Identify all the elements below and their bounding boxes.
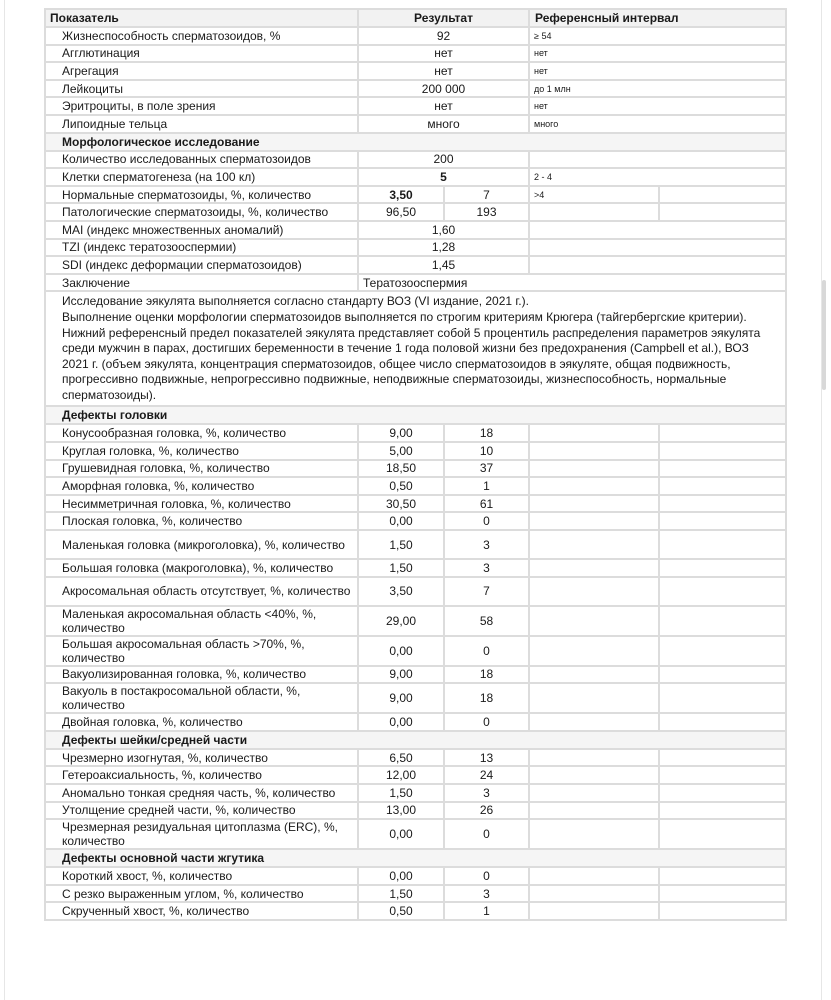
table-row bbox=[45, 666, 786, 684]
percent-value: 6,50 bbox=[358, 749, 444, 767]
section-title: Дефекты основной части жгутика bbox=[45, 849, 786, 867]
note-line: Нижний референсный предел показателей эякулята представляет собой 5 процентиль распределения параметров эякулята среди мужчин в парах, достигших беременности в течение 1 года половой жизни без предохранения (Campbell et al.), ВОЗ 2021 г. (объем эякулята, концентрация сперматозоидов, общее число сперматозоидов в эякуляте, общая подвижность, прогрессивно подвижные, непрогрессивно подвижные, неподвижные сперматозоиды, жизнеспособность, нормальные сперматозоиды). bbox=[62, 325, 761, 402]
result-value: 1,28 bbox=[358, 239, 529, 257]
section-title: Дефекты шейки/средней части bbox=[45, 731, 786, 749]
table-row bbox=[45, 902, 786, 920]
empty-cell bbox=[659, 885, 786, 903]
percent-value: 9,00 bbox=[358, 666, 444, 684]
indicator-label: С резко выраженным углом, %, количество bbox=[45, 885, 358, 903]
reference-value bbox=[529, 802, 659, 820]
indicator-label: Лейкоциты bbox=[45, 80, 358, 98]
reference-value bbox=[529, 495, 659, 513]
count-value: 37 bbox=[444, 460, 529, 478]
reference-value: много bbox=[529, 115, 786, 133]
indicator-label: Маленькая акросомальная область <40%, %, количество bbox=[45, 606, 358, 636]
empty-cell bbox=[659, 186, 786, 204]
section-title: Морфологическое исследование bbox=[45, 133, 786, 151]
table-row bbox=[45, 713, 786, 731]
empty-cell bbox=[659, 683, 786, 713]
indicator-label: Большая акросомальная область >70%, %, количество bbox=[45, 636, 358, 666]
indicator-label: Конусообразная головка, %, количество bbox=[45, 424, 358, 442]
reference-value: до 1 млн bbox=[529, 80, 786, 98]
count-value: 18 bbox=[444, 666, 529, 684]
reference-value bbox=[529, 885, 659, 903]
count-value: 1 bbox=[444, 477, 529, 495]
table-row bbox=[45, 530, 786, 559]
indicator-label: Грушевидная головка, %, количество bbox=[45, 460, 358, 478]
count-value: 3 bbox=[444, 530, 529, 559]
count-value: 26 bbox=[444, 802, 529, 820]
count-value: 3 bbox=[444, 784, 529, 802]
empty-cell bbox=[659, 902, 786, 920]
percent-value: 0,00 bbox=[358, 867, 444, 885]
percent-value: 9,00 bbox=[358, 424, 444, 442]
indicator-label: Количество исследованных сперматозоидов bbox=[45, 151, 358, 169]
header-reference: Референсный интервал bbox=[529, 9, 786, 27]
reference-value: нет bbox=[529, 97, 786, 115]
empty-cell bbox=[659, 577, 786, 606]
reference-value bbox=[529, 512, 659, 530]
percent-value: 1,50 bbox=[358, 784, 444, 802]
percent-value: 3,50 bbox=[358, 577, 444, 606]
indicator-label: Вакуоль в постакросомальной области, %, количество bbox=[45, 683, 358, 713]
reference-value bbox=[529, 749, 659, 767]
reference-value bbox=[529, 203, 659, 221]
count-value: 0 bbox=[444, 636, 529, 666]
reference-value bbox=[529, 683, 659, 713]
section-header bbox=[45, 731, 786, 749]
result-value: нет bbox=[358, 45, 529, 63]
table-row bbox=[45, 274, 786, 292]
table-header bbox=[45, 9, 786, 27]
reference-value bbox=[529, 606, 659, 636]
reference-value bbox=[529, 559, 659, 577]
count-value: 10 bbox=[444, 442, 529, 460]
empty-cell bbox=[659, 559, 786, 577]
indicator-label: Двойная головка, %, количество bbox=[45, 713, 358, 731]
indicator-label: Скрученный хвост, %, количество bbox=[45, 902, 358, 920]
result-value: 200 bbox=[358, 151, 529, 169]
results-table bbox=[44, 8, 787, 921]
reference-value bbox=[529, 902, 659, 920]
percent-value: 0,50 bbox=[358, 477, 444, 495]
indicator-label: Агрегация bbox=[45, 62, 358, 80]
count-value: 58 bbox=[444, 606, 529, 636]
empty-cell bbox=[659, 203, 786, 221]
count-value: 0 bbox=[444, 713, 529, 731]
count-value: 18 bbox=[444, 683, 529, 713]
indicator-label: Несимметричная головка, %, количество bbox=[45, 495, 358, 513]
percent-value: 12,00 bbox=[358, 766, 444, 784]
indicator-label: Чрезмерная резидуальная цитоплазма (ERC), %, количество bbox=[45, 819, 358, 849]
percent-value: 5,00 bbox=[358, 442, 444, 460]
reference-value: >4 bbox=[529, 186, 659, 204]
table-row bbox=[45, 577, 786, 606]
indicator-label: Короткий хвост, %, количество bbox=[45, 867, 358, 885]
table-row bbox=[45, 186, 786, 204]
count-value: 0 bbox=[444, 819, 529, 849]
reference-value: нет bbox=[529, 62, 786, 80]
reference-value bbox=[529, 221, 786, 239]
reference-value bbox=[529, 766, 659, 784]
percent-value: 0,00 bbox=[358, 819, 444, 849]
table-row bbox=[45, 683, 786, 713]
indicator-label: Жизнеспособность сперматозоидов, % bbox=[45, 27, 358, 45]
count-value: 18 bbox=[444, 424, 529, 442]
header-indicator: Показатель bbox=[45, 9, 358, 27]
percent-value: 1,50 bbox=[358, 885, 444, 903]
reference-value bbox=[529, 636, 659, 666]
section-header bbox=[45, 406, 786, 424]
methodology-note bbox=[45, 291, 786, 406]
empty-cell bbox=[659, 766, 786, 784]
table-row bbox=[45, 477, 786, 495]
table-row bbox=[45, 495, 786, 513]
count-value: 3 bbox=[444, 559, 529, 577]
count-value: 3 bbox=[444, 885, 529, 903]
table-row bbox=[45, 62, 786, 80]
table-row bbox=[45, 151, 786, 169]
count-value: 24 bbox=[444, 766, 529, 784]
section-header bbox=[45, 849, 786, 867]
indicator-label: Плоская головка, %, количество bbox=[45, 512, 358, 530]
indicator-label: Большая головка (макроголовка), %, количество bbox=[45, 559, 358, 577]
table-row bbox=[45, 168, 786, 186]
reference-value bbox=[529, 577, 659, 606]
empty-cell bbox=[659, 666, 786, 684]
reference-value bbox=[529, 151, 786, 169]
table-row bbox=[45, 867, 786, 885]
empty-cell bbox=[659, 713, 786, 731]
table-row bbox=[45, 802, 786, 820]
header-result: Результат bbox=[358, 9, 529, 27]
result-value: нет bbox=[358, 62, 529, 80]
count-value: 0 bbox=[444, 512, 529, 530]
count-value: 193 bbox=[444, 203, 529, 221]
indicator-label: Акросомальная область отсутствует, %, количество bbox=[45, 577, 358, 606]
reference-value bbox=[529, 530, 659, 559]
result-value: 1,60 bbox=[358, 221, 529, 239]
table-row bbox=[45, 885, 786, 903]
empty-cell bbox=[659, 606, 786, 636]
percent-value: 0,00 bbox=[358, 713, 444, 731]
table-row bbox=[45, 819, 786, 849]
table-row bbox=[45, 27, 786, 45]
empty-cell bbox=[659, 867, 786, 885]
percent-value: 0,00 bbox=[358, 636, 444, 666]
table-row bbox=[45, 766, 786, 784]
percent-value: 96,50 bbox=[358, 203, 444, 221]
indicator-label: Агглютинация bbox=[45, 45, 358, 63]
count-value: 7 bbox=[444, 577, 529, 606]
reference-value bbox=[529, 442, 659, 460]
table-row bbox=[45, 442, 786, 460]
empty-cell bbox=[659, 530, 786, 559]
empty-cell bbox=[659, 802, 786, 820]
empty-cell bbox=[659, 749, 786, 767]
table-row bbox=[45, 606, 786, 636]
section-title: Дефекты головки bbox=[45, 406, 786, 424]
indicator-label: Нормальные сперматозоиды, %, количество bbox=[45, 186, 358, 204]
table-row bbox=[45, 749, 786, 767]
reference-value bbox=[529, 460, 659, 478]
indicator-label: SDI (индекс деформации сперматозоидов) bbox=[45, 256, 358, 274]
count-value: 7 bbox=[444, 186, 529, 204]
empty-cell bbox=[659, 442, 786, 460]
percent-value: 30,50 bbox=[358, 495, 444, 513]
indicator-label: Клетки сперматогенеза (на 100 кл) bbox=[45, 168, 358, 186]
empty-cell bbox=[659, 495, 786, 513]
percent-value: 3,50 bbox=[358, 186, 444, 204]
reference-value bbox=[529, 239, 786, 257]
empty-cell bbox=[659, 424, 786, 442]
percent-value: 29,00 bbox=[358, 606, 444, 636]
reference-value bbox=[529, 867, 659, 885]
table-row bbox=[45, 784, 786, 802]
reference-value bbox=[529, 784, 659, 802]
table-row bbox=[45, 239, 786, 257]
reference-value: 2 - 4 bbox=[529, 168, 786, 186]
count-value: 0 bbox=[444, 867, 529, 885]
percent-value: 0,50 bbox=[358, 902, 444, 920]
indicator-label: Патологические сперматозоиды, %, количество bbox=[45, 203, 358, 221]
table-row bbox=[45, 45, 786, 63]
empty-cell bbox=[659, 784, 786, 802]
indicator-label: Липоидные тельца bbox=[45, 115, 358, 133]
indicator-label: Круглая головка, %, количество bbox=[45, 442, 358, 460]
count-value: 1 bbox=[444, 902, 529, 920]
result-value: много bbox=[358, 115, 529, 133]
table-row bbox=[45, 512, 786, 530]
table-row bbox=[45, 460, 786, 478]
reference-value bbox=[529, 713, 659, 731]
reference-value bbox=[529, 666, 659, 684]
table-row bbox=[45, 424, 786, 442]
reference-value bbox=[529, 819, 659, 849]
result-value: 92 bbox=[358, 27, 529, 45]
table-row bbox=[45, 559, 786, 577]
percent-value: 18,50 bbox=[358, 460, 444, 478]
table-row bbox=[45, 256, 786, 274]
reference-value: ≥ 54 bbox=[529, 27, 786, 45]
table-row bbox=[45, 115, 786, 133]
note-line: Выполнение оценки морфологии сперматозоидов выполняется по строгим критериям Крюгера (тайгербергские критерии). bbox=[62, 309, 747, 324]
indicator-label: MAI (индекс множественных аномалий) bbox=[45, 221, 358, 239]
reference-value bbox=[529, 424, 659, 442]
empty-cell bbox=[659, 636, 786, 666]
indicator-label: Гетероаксиальность, %, количество bbox=[45, 766, 358, 784]
indicator-label: Утолщение средней части, %, количество bbox=[45, 802, 358, 820]
percent-value: 1,50 bbox=[358, 559, 444, 577]
table-row bbox=[45, 636, 786, 666]
percent-value: 0,00 bbox=[358, 512, 444, 530]
count-value: 61 bbox=[444, 495, 529, 513]
indicator-label: TZI (индекс тератозооспермии) bbox=[45, 239, 358, 257]
result-value: нет bbox=[358, 97, 529, 115]
indicator-label: Эритроциты, в поле зрения bbox=[45, 97, 358, 115]
empty-cell bbox=[659, 477, 786, 495]
conclusion-value: Тератозооспермия bbox=[358, 274, 786, 292]
percent-value: 9,00 bbox=[358, 683, 444, 713]
count-value: 13 bbox=[444, 749, 529, 767]
table-row bbox=[45, 203, 786, 221]
table-row bbox=[45, 221, 786, 239]
indicator-label: Заключение bbox=[45, 274, 358, 292]
empty-cell bbox=[659, 460, 786, 478]
reference-value bbox=[529, 477, 659, 495]
indicator-label: Аномально тонкая средняя часть, %, количество bbox=[45, 784, 358, 802]
scrollbar[interactable] bbox=[822, 280, 826, 390]
table-row bbox=[45, 80, 786, 98]
empty-cell bbox=[659, 512, 786, 530]
indicator-label: Вакуолизированная головка, %, количество bbox=[45, 666, 358, 684]
reference-value: нет bbox=[529, 45, 786, 63]
reference-value bbox=[529, 256, 786, 274]
result-value: 5 bbox=[358, 168, 529, 186]
result-value: 1,45 bbox=[358, 256, 529, 274]
note-cell bbox=[45, 291, 786, 406]
percent-value: 1,50 bbox=[358, 530, 444, 559]
note-line: Исследование эякулята выполняется согласно стандарту ВОЗ (VI издание, 2021 г.). bbox=[62, 294, 529, 309]
indicator-label: Аморфная головка, %, количество bbox=[45, 477, 358, 495]
empty-cell bbox=[659, 819, 786, 849]
section-header bbox=[45, 133, 786, 151]
percent-value: 13,00 bbox=[358, 802, 444, 820]
indicator-label: Маленькая головка (микроголовка), %, количество bbox=[45, 530, 358, 559]
table-row bbox=[45, 97, 786, 115]
indicator-label: Чрезмерно изогнутая, %, количество bbox=[45, 749, 358, 767]
result-value: 200 000 bbox=[358, 80, 529, 98]
